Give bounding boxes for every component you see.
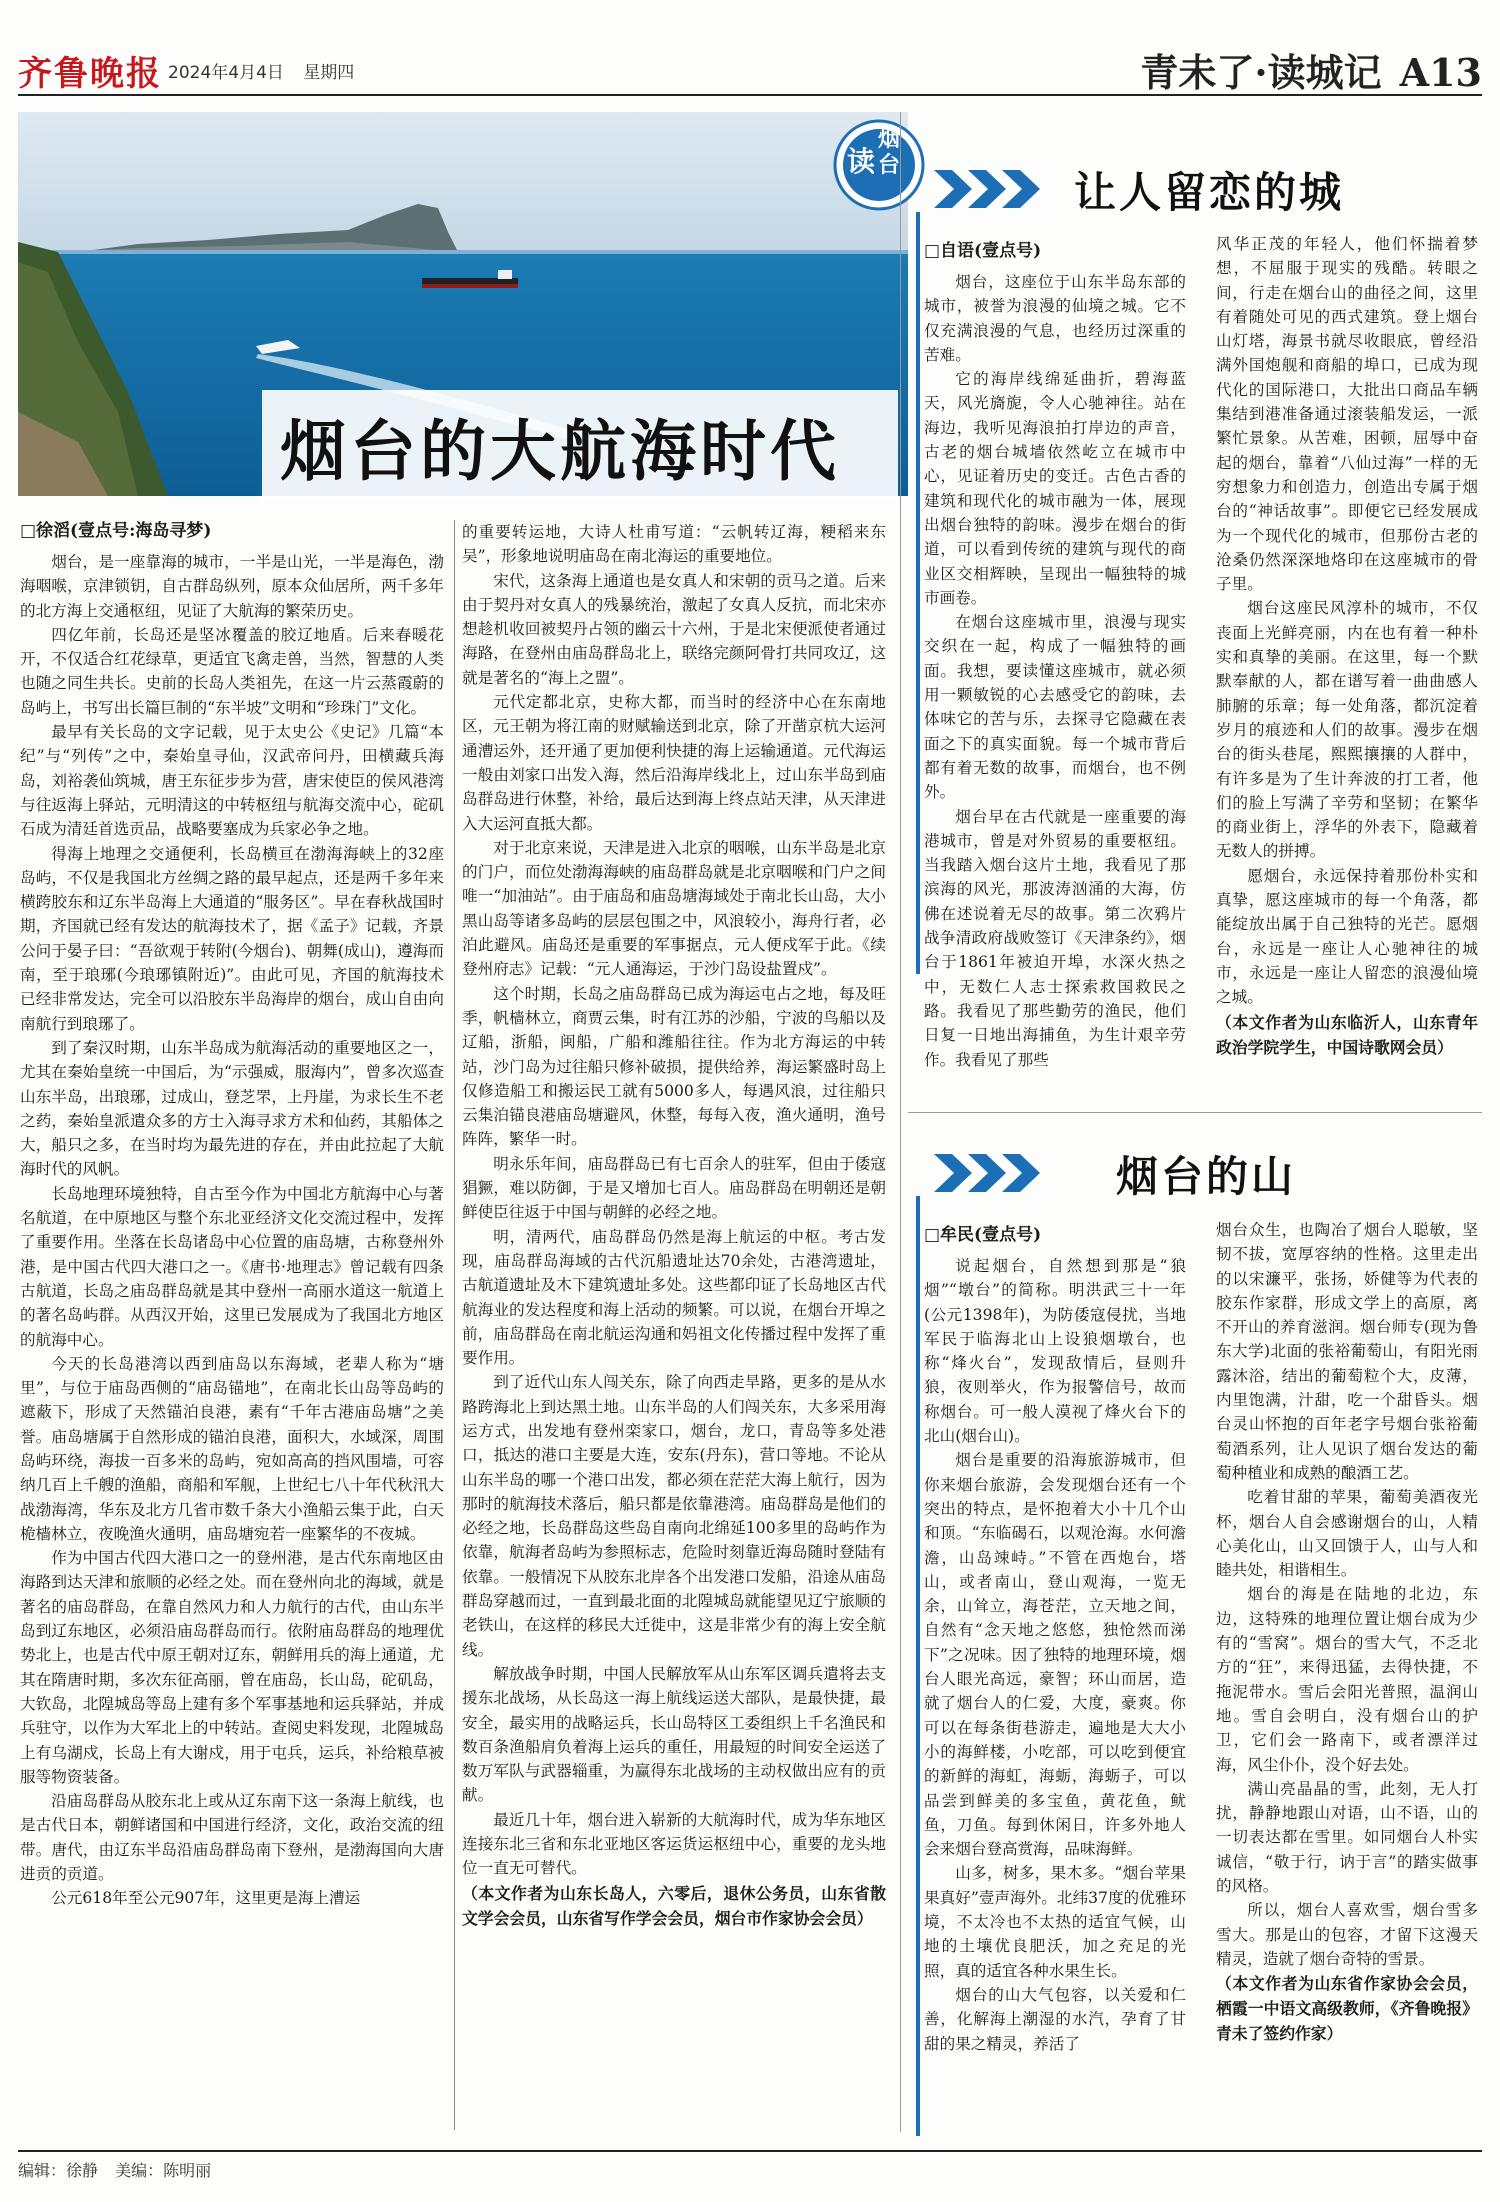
paragraph: 烟台，是一座靠海的城市，一半是山光，一半是海色，渤海咽喉，京津锁钥，自古群岛纵列，原本众仙居所，两千多年的北方海上交通枢纽，见证了大航海的繁荣历史。 [20, 553, 444, 620]
accent-bar [916, 212, 920, 974]
paragraph: 风华正茂的年轻人，他们怀揣着梦想，不屈服于现实的残酷。转眼之间，行走在烟台山的曲径之间，这里有着随处可见的西式建筑。登上烟台山灯塔，海景书就尽收眼底，曾经沿满外国炮舰和商船的埠口，已成为现代化的国际港口，大批出口商品车辆集结到港准备通过滚装船发运，一派繁忙景象。从苦难，困顿，屈辱中奋起的烟台，靠着“八仙过海”一样的无穷想象力和创造力，创造出专属于烟台的“神话故事”。即便它已经发展成为一个现代化的城市，但那份古老的沧桑仍然深深地烙印在这座城市的骨子里。 [1216, 235, 1478, 594]
paragraph: 明，清两代，庙岛群岛仍然是海上航运的中枢。考古发现，庙岛群岛海域的古代沉船遗址达70余处，古港湾遗址，古航道遗址及木下建筑遗址多处。这些都印证了长岛地区古代航海业的发达程度和海上活动的频繁。可以说，在烟台开埠之前，庙岛群岛在南北航运沟通和妈祖文化传播过程中发挥了重要作用。 [462, 1227, 886, 1368]
section-rule [908, 1112, 1482, 1113]
badge-read-text: 读 [846, 145, 875, 178]
article3-byline: □牟民(壹点号) [924, 1225, 1042, 1245]
masthead [18, 38, 1482, 96]
author-note: （本文作者为山东长岛人，六零后，退休公务员，山东省散文学会会员，山东省写作学会会员，烟台市作家协会会员） [462, 1883, 886, 1928]
section-title: 青未了·读城记 [1140, 50, 1382, 95]
author-note: （本文作者为山东省作家协会会员，栖霞一中语文高级教师，《齐鲁晚报》青未了签约作家） [1216, 1974, 1478, 2044]
designer-credit: 美编：陈明丽 [115, 2161, 212, 2180]
paragraph: 今天的长岛港湾以西到庙岛以东海域，老辈人称为“塘里”，与位于庙岛西侧的“庙岛锚地”，在南北长山岛等岛屿的遮蔽下，形成了天然锚泊良港，素有“千年古港庙岛塘”之美誉。庙岛塘属于自然形成的锚泊良港，面积大，水域深，周围岛屿环绕，海拔一百多米的岛屿，宛如高高的挡风围墙，可容纳几百上千艘的渔船，商船和军舰，上世纪七八十年代秋汛大战渤海湾，华东及北方几省市数千条大小渔船云集于此，白天桅樯林立，夜晚渔火通明，庙岛塘宛若一座繁华的不夜城。 [20, 1354, 444, 1543]
issue-weekday: 星期四 [303, 63, 355, 83]
paragraph: 烟台的山大气包容，以关爱和仁善，化解海上潮湿的水汽，孕育了甘甜的果之精灵，养活了 [924, 1985, 1186, 2053]
editor-credit: 编辑：徐静 [18, 2161, 99, 2180]
paragraph: 公元618年至公元907年，这里更是海上漕运 [51, 1889, 361, 1908]
dateline [168, 58, 354, 83]
paragraph: 烟台早在古代就是一座重要的海港城市，曾是对外贸易的重要枢纽。当我踏入烟台这片土地，我看见了那滨海的风光，那波涛汹涌的大海，仿佛在述说着无尽的故事。第二次鸦片战争清政府战败签订《天津条约》，烟台于1861年被迫开埠，水深火热之中，无数仁人志士探索救国救民之路。我看见了那些勤劳的渔民，他们日复一日地出海捕鱼，为生计艰辛劳作。我看见了那些 [924, 807, 1186, 1069]
chevron-decor-icon [934, 1150, 1044, 1196]
paragraph: 愿烟台，永远保持着那份朴实和真挚，愿这座城市的每一个角落，都能绽放出属于自己独特的光芒。愿烟台，永远是一座让人心驰神往的城市，永远是一座让人留恋的浪漫仙境之城。 [1216, 866, 1478, 1007]
column-rule [454, 520, 455, 2130]
main-byline: □徐滔(壹点号:海岛寻梦) [20, 521, 212, 541]
paragraph: 明永乐年间，庙岛群岛已有七百余人的驻军，但由于倭寇猖獗，难以防御，于是又增加七百人。庙岛群岛在明朝还是朝鲜使臣往返于中国与朝鲜的必经之地。 [462, 1154, 886, 1222]
author-note: （本文作者为山东临沂人，山东青年政治学院学生，中国诗歌网会员） [1216, 1012, 1478, 1057]
paragraph: 元代定都北京，史称大都，而当时的经济中心在东南地区，元王朝为将江南的财赋输送到北京，除了开凿京杭大运河通漕运外，还开通了更加便利快捷的海上运输通道。元代海运一般由刘家口出发入海，然后沿海岸线北上，过山东半岛到庙岛群岛进行休整，补给，最后达到海上终点站天津，从天津进入大运河直抵大都。 [462, 693, 886, 833]
paragraph: 烟台的海是在陆地的北边，东边，这特殊的地理位置让烟台成为少有的“雪窝”。烟台的雪大气，不乏北方的“狂”，来得迅猛，去得快捷，不拖泥带水。雪后会阳光普照，温润山地。雪自会明白，没有烟台山的护卫，它们会一路南下，或者漂洋过海，风尘仆仆，没个好去处。 [1216, 1585, 1478, 1774]
paragraph: 吃着甘甜的苹果，葡萄美酒夜光杯，烟台人自会感谢烟台的山，人精心美化山，山又回馈于人，山与人和睦共处，相谐相生。 [1216, 1488, 1478, 1580]
paragraph: 最近几十年，烟台进入崭新的大航海时代，成为华东地区连接东北三省和东北亚地区客运货运枢纽中心，重要的龙头地位一直无可替代。 [462, 1810, 886, 1878]
page-footer [18, 2150, 1482, 2181]
paragraph: 它的海岸线绵延曲折，碧海蓝天，风光旖旎，令人心驰神往。站在海边，我听见海浪拍打岸边的声音，古老的烟台城墙依然屹立在城市中心，见证着历史的变迁。古色古香的建筑和现代化的城市融为一体，展现出烟台独特的韵味。漫步在烟台的街道，可以看到传统的建筑与现代的商业区交相辉映，呈现出一幅独特的城市画卷。 [924, 370, 1186, 607]
paragraph: 烟台是重要的沿海旅游城市，但你来烟台旅游，会发现烟台还有一个突出的特点，是怀抱着大小十几个山和顶。“东临碣石，以观沧海。水何澹澹，山岛竦峙。”不管在西炮台，塔山，或者南山，登山观海，一览无余，山耸立，海苍茫，立天地之间，自然有“念天地之悠悠，独怆然而涕下”之况味。因了独特的地理环境，烟台人眼光高远，豪智；环山而居，造就了烟台人的仁爱，大度，豪爽。你可以在每条街巷游走，遍地是大大小小的海鲜楼，小吃部，可以吃到便宜的新鲜的海虹，海蛎，海蛎子，可以品尝到鲜美的多宝鱼，黄花鱼，鱿鱼，刀鱼。每到休闲日，许多外地人会来烟台登高赏海，品味海鲜。 [924, 1451, 1186, 1859]
main-article-col2 [462, 520, 886, 2123]
paragraph: 对于北京来说，天津是进入北京的咽喉，山东半岛是北京的门户，而位处渤海海峡的庙岛群岛就是北京咽喉和门户之间唯一“加油站”。由于庙岛和庙岛塘海域处于南北长山岛，大小黑山岛等诸多岛屿的层层包围之中，风浪较小，海舟行者，必泊此避风。庙岛还是重要的军事据点，元人便戍军于此。《续登州府志》记载：“元人通海运，于沙门岛设盐置戍”。 [462, 838, 886, 979]
issue-date: 2024年4月4日 [168, 63, 284, 83]
paragraph: 沿庙岛群岛从胶东北上或从辽东南下这一条海上航线，也是古代日本，朝鲜诸国和中国进行经济，文化，政治交流的纽带。唐代，由辽东半岛沿庙岛群岛南下登州，是渤海国向大唐进贡的贡道。 [20, 1792, 444, 1884]
accent-bar [916, 1196, 920, 2136]
paragraph: 到了秦汉时期，山东半岛成为航海活动的重要地区之一，尤其在秦始皇统一中国后，为“示强威，服海内”，曾多次巡查山东半岛，出琅琊，过成山，登芝罘，上丹崖，为求长生不老之药，秦始皇派遣众多的方士入海寻求方术和仙药，其船体之大，船只之多，在当时均为最先进的存在，并由此拉起了大航海时代的风帆。 [20, 1038, 444, 1179]
article3-title: 烟台的山 [1116, 1152, 1297, 1201]
paragraph: 作为中国古代四大港口之一的登州港，是古代东南地区由海路到达天津和旅顺的必经之处。而在登州向北的海域，就是著名的庙岛群岛，在靠自然风力和人力航行的古代，由山东半岛到辽东地区，必须沿庙岛群岛而行。依附庙岛群岛的地理优势北上，也是古代中原王朝对辽东，朝鲜用兵的海上通道，尤其在隋唐时期，多次东征高丽，曾在庙岛，长山岛，砣矶岛，大钦岛，北隍城岛等岛上建有多个军事基地和运兵驿站，并成兵驻守，以作为大军北上的中转站。查阅史料发现，北隍城岛上有乌湖戍，长岛上有大谢戍，用于屯兵，运兵，补给粮草被服等物资装备。 [20, 1549, 444, 1786]
paragraph: 烟台这座民风淳朴的城市，不仅丧面上光鲜亮丽，内在也有着一种朴实和真挚的美丽。在这里，每一个默默奉献的人，都在谱写着一曲曲感人肺腑的乐章；每一处角落，都沉淀着岁月的痕迹和人们的故事。漫步在烟台的街头巷尾，熙熙攘攘的人群中，有许多是为了生计奔波的打工者，他们的脸上写满了辛劳和坚韧；在繁华的商业街上，浮华的外表下，隐藏着无数人的拼搏。 [1216, 599, 1478, 861]
article2-title: 让人留恋的城 [1074, 168, 1345, 217]
chevron-decor-icon [934, 166, 1044, 212]
article2-col-left [924, 270, 1186, 1069]
paragraph: 满山亮晶晶的雪，此刻，无人打扰，静静地跟山对语，山不语，山的一切表达都在雪里。如同烟台人朴实诚信，“敬于行，讷于言”的踏实做事的风格。 [1216, 1779, 1478, 1896]
paper-logo: 齐鲁晚报 [18, 54, 162, 94]
badge-yantai-text: 烟台 [878, 126, 901, 178]
section-divider [900, 112, 901, 2132]
page-number: A13 [1399, 50, 1482, 95]
section-header [1140, 42, 1482, 97]
paragraph: 四亿年前，长岛还是坚冰覆盖的胶辽地盾。后来春暖花开，不仅适合红花绿草，更适宜飞禽走兽，当然，智慧的人类也随之同生共长。史前的长岛人类祖先，在这一片云蒸霞蔚的岛屿上，书写出长篇巨制的“东半坡”文明和“珍珠门”文化。 [20, 625, 444, 717]
paragraph: 到了近代山东人闯关东，除了向西走旱路，更多的是从水路跨海北上到达黑土地。山东半岛的人们闯关东，大多采用海运方式，出发地有登州栾家口，烟台，龙口，青岛等多处港口，抵达的港口主要是大连，安东(丹东)，营口等地。不论从山东半岛的哪一个港口出发，都必须在茫茫大海上航行，因为那时的航海技术落后，船只都是依靠港湾。庙岛群岛是他们的必经之地，长岛群岛这些岛自南向北绵延100多里的岛屿作为依靠，航海者岛屿为参照标志，危险时刻靠近海岛随时登陆有依靠。一般情况下从胶东北岸各个出发港口发船，沿途从庙岛群岛穿越而过，一直到最北面的北隍城岛就能望见辽宁旅顺的老铁山，在这样的移民大迁徙中，这是非常少有的海上安全航线。 [462, 1373, 886, 1659]
paragraph: 这个时期，长岛之庙岛群岛已成为海运屯占之地，每及旺季，帆樯林立，商贾云集，时有江苏的沙船，宁波的鸟船以及辽船，浙船，闽船，广船和潍船往往。作为北方海运的中转站，沙门岛为过往船只修补破损，提供给养，海运繁盛时岛上仅修造船工和搬运民工就有5000多人，每遇风浪，过往船只云集泊锚良港庙岛塘避风，休整，每每入夜，渔火通明，渔号阵阵，繁华一时。 [462, 984, 886, 1149]
article2-col-right [1216, 232, 1478, 1057]
paragraph: 说起烟台，自然想到那是“狼烟”“墩台”的简称。明洪武三十一年(公元1398年)，为防倭寇侵扰，当地军民于临海北山上设狼烟墩台，也称“烽火台”，发现敌情后，昼则升狼，夜则举火，作为报警信号，故而称烟台。可一般人漠视了烽火台下的北山(烟台山)。 [924, 1257, 1186, 1446]
article3-col-left [924, 1254, 1186, 2130]
main-article-col1 [20, 550, 444, 2123]
article2-byline: □自语(壹点号) [924, 241, 1042, 261]
paragraph: 长岛地理环境独特，自古至今作为中国北方航海中心与著名航道，在中原地区与整个东北亚经济文化交流过程中，发挥了重要作用。坐落在长岛诸岛中心位置的庙岛塘，古称登州外港，是中国古代四大港口之一。《唐书·地理志》曾记载有四条古航道，长岛之庙岛群岛就是其中登州一高丽水道这一航道上的著名岛屿群。从西汉开始，这里已发展成为了我国北方地区的航海中心。 [20, 1184, 444, 1349]
main-headline: 烟台的大航海时代 [262, 390, 898, 501]
paragraph: 解放战争时期，中国人民解放军从山东军区调兵遣将去支援东北战场，从长岛这一海上航线运送大部队，是最快捷，最安全，最实用的战略运兵，长山岛特区工委组织上千名渔民和数百条渔船肩负着海上运兵的重任，用最短的时间安全运送了数万军队与武器辎重，为赢得东北战场的主动权做出应有的贡献。 [462, 1664, 886, 1805]
paragraph: 烟台，这座位于山东半岛东部的城市，被誉为浪漫的仙境之城。它不仅充满浪漫的气息，也经历过深重的苦难。 [924, 273, 1186, 364]
paragraph: 烟台众生，也陶冶了烟台人聪敏，坚韧不拔，宽厚容纳的性格。这里走出的以宋濂平，张扬，娇健等为代表的胶东作家群，形成文学上的高原，离不开山的养育滋润。烟台师专(现为鲁东大学)北面的张裕葡萄山，有阳光雨露沐浴，结出的葡萄粒个大，皮薄，内里饱满，汁甜，吃一个甜昏头。烟台灵山怀抱的百年老字号烟台张裕葡萄酒系列，让人见识了烟台发达的葡萄种植业和成熟的酿酒工艺。 [1216, 1221, 1478, 1482]
paragraph: 在烟台这座城市里，浪漫与现实交织在一起，构成了一幅独特的画面。我想，要读懂这座城市，就必须用一颗敏锐的心去感受它的韵味，去体味它的苦与乐，去探寻它隐藏在表面之下的真实面貌。每一个城市背后都有着无数的故事，而烟台，也不例外。 [924, 613, 1186, 802]
paragraph: 所以，烟台人喜欢雪，烟台雪多雪大。那是山的包容，才留下这漫天精灵，造就了烟台奇特的雪景。 [1216, 1901, 1478, 1968]
article3-col-right [1216, 1218, 1478, 2130]
paragraph: 山多，树多，果木多。“烟台苹果果真好”壹声海外。北纬37度的优雅环境，不太冷也不太热的适宜气候，山地的土壤优良肥沃，加之充足的光照，真的适宜各种水果生长。 [924, 1864, 1186, 1980]
paragraph: 最早有关长岛的文字记载，见于太史公《史记》几篇“本纪”与“列传”之中，秦始皇寻仙，汉武帝问丹，田横藏兵海岛，刘裕袭仙筑城，唐王东征步步为营，唐宋使臣的侯风港湾与往返海上驿站，元明清这的中转枢纽与航海交流中心，砣矶石成为清廷首选贡品，战略要塞成为兵家必争之地。 [20, 723, 444, 839]
paragraph: 得海上地理之交通便利，长岛横亘在渤海海峡上的32座岛屿，不仅是我国北方丝绸之路的最早起点，还是两千多年来横跨胶东和辽东半岛海上大通道的“服务区”。早在春秋战国时期，齐国就已经有发达的航海技术了，据《孟子》记载，齐景公问于晏子曰：“吾欲观于转附(今烟台)、朝舞(成山)，遵海而南，至于琅琊(今琅琊镇附近)”。由此可见，齐国的航海技术已经非常发达，完全可以沿胶东半岛海岸的烟台，成山自由向南航行到琅琊了。 [20, 844, 444, 1033]
paragraph: 宋代，这条海上通道也是女真人和宋朝的贡马之道。后来由于契丹对女真人的残暴统治，激起了女真人反抗，而北宋亦想趁机收回被契丹占领的幽云十六州，于是北宋便派使者通过海路，在登州由庙岛群岛北上，联络完颜阿骨打共同攻辽，这就是著名的“海上之盟”。 [462, 571, 886, 687]
paragraph: 的重要转运地，大诗人杜甫写道：“云帆转辽海，粳稻来东吴”，形象地说明庙岛在南北海运的重要地位。 [462, 523, 886, 566]
